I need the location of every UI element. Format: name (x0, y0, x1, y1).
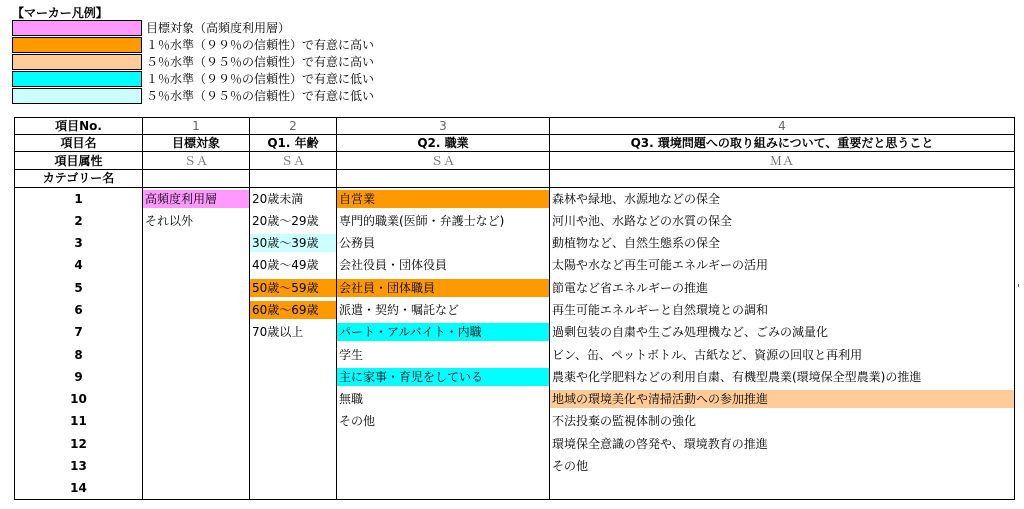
category-row (15, 432, 1015, 454)
category-row (15, 254, 1015, 276)
category-text (143, 346, 249, 364)
category-text: 無職 (339, 392, 364, 407)
legend-label: １％水準（９９％の信頼性）で有意に低い (146, 72, 375, 86)
category-number[interactable]: 11 (15, 410, 143, 432)
category-cell-c3[interactable] (337, 477, 550, 499)
category-number[interactable]: 6 (15, 299, 143, 321)
category-text: 学生 (339, 347, 364, 362)
legend-swatch (12, 20, 142, 36)
category-blank[interactable] (337, 169, 550, 187)
legend-label: ５％水準（９５％の信頼性）で有意に低い (146, 89, 375, 103)
category-cell-c2[interactable] (250, 232, 337, 254)
category-text (250, 435, 336, 453)
category-cell-c2[interactable] (250, 366, 337, 388)
col2-no[interactable]: 2 (250, 118, 337, 135)
category-number[interactable]: 9 (15, 366, 143, 388)
category-text (250, 368, 336, 386)
category-cell-c3[interactable] (337, 321, 550, 343)
col4-attr[interactable]: ＭＡ (550, 152, 1015, 169)
category-blank[interactable] (143, 169, 250, 187)
category-number[interactable]: 8 (15, 343, 143, 365)
category-number[interactable]: 4 (15, 254, 143, 276)
category-row (15, 366, 1015, 388)
row-item-attr (15, 152, 1015, 169)
category-cell-c3[interactable] (337, 277, 550, 299)
legend-title: 【マーカー凡例】 (12, 6, 108, 20)
category-cell-c2[interactable] (250, 388, 337, 410)
category-row (15, 455, 1015, 477)
category-cell-c4[interactable] (550, 477, 1015, 499)
category-text: 20歳未満 (252, 191, 304, 206)
category-text (250, 457, 336, 475)
category-cell-c4[interactable] (550, 410, 1015, 432)
category-cell-c2[interactable] (250, 210, 337, 232)
category-row (15, 232, 1015, 254)
category-blank[interactable] (550, 169, 1015, 187)
legend-swatch (12, 54, 142, 70)
category-cell-c3[interactable] (337, 455, 550, 477)
category-cell-c3[interactable] (337, 410, 550, 432)
category-text: 高頻度利用層 (143, 190, 249, 208)
category-cell-c1[interactable] (143, 187, 250, 209)
category-text (250, 479, 336, 497)
category-text: 公務員 (339, 236, 376, 251)
label-item-name[interactable]: 項目名 (15, 135, 143, 152)
category-text: 60歳～69歳 (250, 301, 336, 319)
category-cell-c1[interactable] (143, 299, 250, 321)
label-item-no[interactable]: 項目No. (15, 118, 143, 135)
category-text: 森林や緑地、水源地などの保全 (552, 191, 721, 206)
category-cell-c4[interactable] (550, 232, 1015, 254)
category-row (15, 477, 1015, 499)
row-item-name (15, 135, 1015, 152)
category-cell-c4[interactable] (550, 366, 1015, 388)
col3-name[interactable]: Q2. 職業 (337, 135, 550, 152)
category-cell-c3[interactable] (337, 388, 550, 410)
category-cell-c2[interactable] (250, 299, 337, 321)
category-text: 70歳以上 (252, 325, 304, 340)
category-text (250, 412, 336, 430)
category-cell-c1[interactable] (143, 455, 250, 477)
category-row (15, 187, 1015, 209)
legend-item (12, 20, 432, 37)
category-text: 太陽や水など再生可能エネルギーの活用 (552, 258, 769, 273)
category-text: 節電など省エネルギーの推進 (552, 280, 709, 295)
category-text: 河川や池、水路などの水質の保全 (552, 213, 733, 228)
category-text (143, 234, 249, 252)
category-row (15, 321, 1015, 343)
category-text: その他 (339, 414, 376, 429)
legend-swatch (12, 37, 142, 53)
category-cell-c1[interactable] (143, 277, 250, 299)
category-text (143, 301, 249, 319)
category-text: それ以外 (145, 213, 194, 228)
category-number[interactable]: 13 (15, 455, 143, 477)
category-cell-c4[interactable] (550, 187, 1015, 209)
category-row (15, 210, 1015, 232)
category-number[interactable]: 7 (15, 321, 143, 343)
category-cell-c4[interactable] (550, 388, 1015, 410)
category-cell-c1[interactable] (143, 321, 250, 343)
legend-label: 目標対象（高頻度利用層） (146, 21, 291, 35)
category-cell-c2[interactable] (250, 455, 337, 477)
category-row (15, 343, 1015, 365)
category-text: 40歳～49歳 (252, 258, 319, 273)
category-cell-c4[interactable] (550, 210, 1015, 232)
col2-attr[interactable]: ＳＡ (250, 152, 337, 169)
category-text (143, 256, 249, 274)
category-cell-c3[interactable] (337, 232, 550, 254)
category-text: 専門的職業(医師・弁護士など) (339, 213, 505, 228)
category-cell-c2[interactable] (250, 410, 337, 432)
category-cell-c1[interactable] (143, 388, 250, 410)
category-cell-c4[interactable] (550, 299, 1015, 321)
category-cell-c1[interactable] (143, 254, 250, 276)
category-text: 会社役員・団体役員 (339, 258, 448, 273)
category-row (15, 410, 1015, 432)
category-cell-c2[interactable] (250, 187, 337, 209)
category-text (337, 435, 549, 453)
category-number[interactable]: 3 (15, 232, 143, 254)
row-category-header (15, 169, 1015, 187)
category-number[interactable]: 14 (15, 477, 143, 499)
category-table (14, 117, 1015, 500)
category-text: 過剰包装の自粛や生ごみ処理機など、ごみの減量化 (552, 325, 829, 340)
category-cell-c1[interactable] (143, 477, 250, 499)
category-cell-c3[interactable] (337, 366, 550, 388)
label-item-attr[interactable]: 項目属性 (15, 152, 143, 169)
category-text (143, 368, 249, 386)
category-cell-c2[interactable] (250, 277, 337, 299)
category-text (143, 457, 249, 475)
category-cell-c2[interactable] (250, 477, 337, 499)
category-text (143, 323, 249, 341)
category-text: その他 (552, 458, 589, 473)
category-cell-c3[interactable] (337, 299, 550, 321)
col1-name[interactable]: 目標対象 (143, 135, 250, 152)
category-text: 20歳～29歳 (252, 213, 319, 228)
col3-no[interactable]: 3 (337, 118, 550, 135)
category-text (250, 346, 336, 364)
col2-name[interactable]: Q1. 年齢 (250, 135, 337, 152)
category-text: 不法投棄の監視体制の強化 (552, 414, 697, 429)
category-cell-c4[interactable] (550, 343, 1015, 365)
category-text: 農薬や化学肥料などの利用自粛、有機型農業(環境保全型農業)の推進 (552, 369, 922, 384)
category-text (550, 479, 1014, 497)
legend-item (12, 88, 432, 105)
legend-swatch (12, 71, 142, 87)
category-cell-c4[interactable] (550, 321, 1015, 343)
category-cell-c3[interactable] (337, 187, 550, 209)
legend-label: １％水準（９９％の信頼性）で有意に高い (146, 38, 375, 52)
category-cell-c3[interactable] (337, 254, 550, 276)
legend-item (12, 37, 432, 54)
category-cell-c1[interactable] (143, 432, 250, 454)
category-text: 派遣・契約・嘱託など (339, 302, 460, 317)
category-cell-c1[interactable] (143, 366, 250, 388)
label-category[interactable]: カテゴリー名 (15, 169, 143, 187)
category-cell-c2[interactable] (250, 254, 337, 276)
legend-swatch (12, 88, 142, 104)
category-text: 地域の環境美化や清掃活動への参加推進 (550, 390, 1014, 408)
category-cell-c1[interactable] (143, 343, 250, 365)
category-text (143, 412, 249, 430)
category-number[interactable]: 2 (15, 210, 143, 232)
category-text: 会社員・団体職員 (337, 279, 549, 297)
category-cell-c3[interactable] (337, 210, 550, 232)
category-cell-c1[interactable] (143, 410, 250, 432)
category-cell-c4[interactable] (550, 277, 1015, 299)
category-text: 再生可能エネルギーと自然環境との調和 (552, 302, 769, 317)
category-text: 主に家事・育児をしている (337, 368, 549, 386)
col3-attr[interactable]: ＳＡ (337, 152, 550, 169)
category-text: 50歳～59歳 (250, 279, 336, 297)
category-number[interactable]: 5 (15, 277, 143, 299)
category-cell-c2[interactable] (250, 432, 337, 454)
legend-label: ５％水準（９５％の信頼性）で有意に高い (146, 55, 375, 69)
category-text: 環境保全意識の啓発や、環境教育の推進 (552, 436, 768, 451)
category-text: 動植物など、自然生態系の保全 (552, 236, 721, 251)
side-mark: ' (1017, 282, 1021, 295)
category-text (143, 479, 249, 497)
category-cell-c1[interactable] (143, 232, 250, 254)
category-text: 30歳～39歳 (250, 234, 336, 252)
category-cell-c4[interactable] (550, 432, 1015, 454)
col1-no[interactable]: 1 (143, 118, 250, 135)
category-text (143, 279, 249, 297)
legend-item (12, 54, 432, 71)
category-number[interactable]: 12 (15, 432, 143, 454)
row-item-no (15, 118, 1015, 135)
category-text: ビン、缶、ペットボトル、古紙など、資源の回収と再利用 (552, 347, 863, 362)
category-cell-c1[interactable] (143, 210, 250, 232)
col1-attr[interactable]: ＳＡ (143, 152, 250, 169)
col4-no[interactable]: 4 (550, 118, 1015, 135)
category-number[interactable]: 1 (15, 187, 143, 209)
category-cell-c4[interactable] (550, 455, 1015, 477)
category-row (15, 299, 1015, 321)
col4-name[interactable]: Q3. 環境問題への取り組みについて、重要だと思うこと (550, 135, 1015, 152)
category-text (143, 435, 249, 453)
category-cell-c4[interactable] (550, 254, 1015, 276)
category-cell-c3[interactable] (337, 432, 550, 454)
category-number[interactable]: 10 (15, 388, 143, 410)
category-text (250, 390, 336, 408)
category-blank[interactable] (250, 169, 337, 187)
category-cell-c2[interactable] (250, 321, 337, 343)
category-text: パート・アルバイト・内職 (337, 323, 549, 341)
category-row (15, 277, 1015, 299)
category-cell-c2[interactable] (250, 343, 337, 365)
legend-item (12, 71, 432, 88)
category-text: 自営業 (337, 190, 549, 208)
category-text (337, 457, 549, 475)
category-text (143, 390, 249, 408)
category-text (337, 479, 549, 497)
category-row (15, 388, 1015, 410)
category-cell-c3[interactable] (337, 343, 550, 365)
